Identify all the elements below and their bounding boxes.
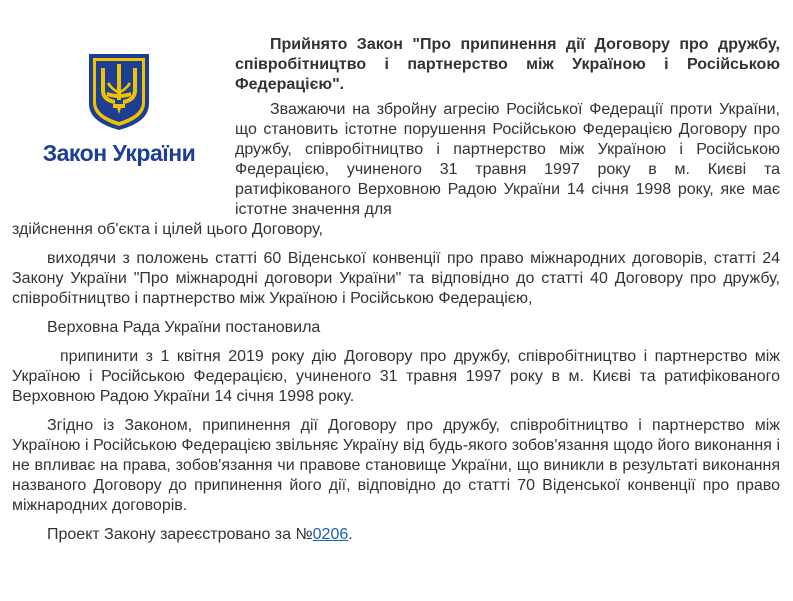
project-registration bbox=[12, 525, 780, 545]
paragraph-2: виходячи з положень статті 60 Віденської конвенції про право міжнародних договорів, статті 24 Закону України "Про міжнародні договори України" та відповідно до статті 40 Договору про дружбу, співробітництво і партнерство між Україною і Російською Федерацією, bbox=[12, 250, 780, 307]
project-prefix: Проект Закону зареєстровано за № bbox=[47, 526, 313, 543]
paragraph-5: Згідно із Законом, припинення дії Договору про дружбу, співробітництво і партнерство між Україною і Російською Федерацією звільняє Україну від будь-якого зобов'язання щодо його виконання і не впливає на права, зобов'язання чи правове становище України, що виникли в результаті виконання названого Договору до припинення його дії, відповідно до статті 70 Віденської конвенції про право міжнародних договорів. bbox=[12, 417, 780, 514]
project-number-link[interactable]: 0206 bbox=[312, 526, 349, 543]
article-body bbox=[12, 35, 780, 545]
paragraph-3: Верховна Рада України постановила bbox=[47, 319, 321, 336]
project-suffix: . bbox=[348, 526, 353, 543]
paragraph-1-tail: здійснення об'єкта і цілей цього Договору, bbox=[12, 221, 323, 238]
logo-text: Закон України bbox=[42, 140, 196, 166]
article-title: Прийнято Закон "Про припинення дії Договору про дружбу, співробітництво і партнерство між Україною і Російською Федерацією". bbox=[235, 36, 780, 93]
paragraph-4: припинити з 1 квітня 2019 року дію Договору про дружбу, співробітництво і партнерство між Україною і Російською Федерацією, учиненого 31 травня 1997 року в м. Києві та ратифікованого Верховною Радою України 14 січня 1998 року. bbox=[12, 348, 780, 405]
paragraph-1: Зважаючи на збройну агресію Російської Федерації проти України, що становить істотне порушення Російською Федерацією Договору про дружбу, співробітництво і партнерство між Україною і Російською Федерацією, учиненого 31 травня 1997 року в м. Києві та ратифікованого Верховною Радою України 14 січня 1998 року, яке має істотне значення для bbox=[235, 101, 780, 218]
